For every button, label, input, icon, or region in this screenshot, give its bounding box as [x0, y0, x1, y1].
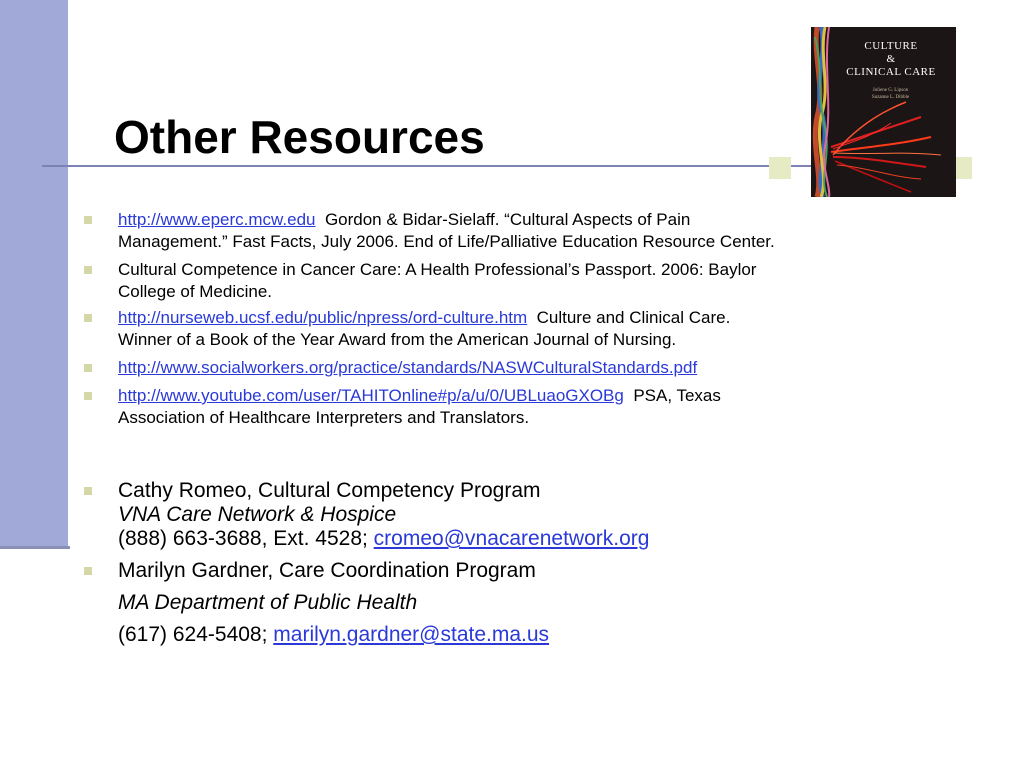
contact-name: Marilyn Gardner, Care Coordination Program: [118, 559, 536, 582]
resource-link[interactable]: http://www.socialworkers.org/practice/standards/NASWCulturalStandards.pdf: [118, 358, 698, 377]
resource-link[interactable]: http://www.youtube.com/user/TAHITOnline#p/a/u/0/UBLuaoGXOBg: [118, 386, 624, 405]
book-editor-line: Juliene G. Lipson: [872, 88, 909, 93]
resource-text: [118, 385, 1018, 429]
bullet-square: [84, 392, 92, 400]
book-cover-image: [811, 27, 956, 197]
bullet-square: [84, 216, 92, 224]
bullet-square: [84, 266, 92, 274]
resource-text: [118, 209, 1018, 253]
bullet-square: [84, 567, 92, 575]
contact-organization: MA Department of Public Health: [118, 591, 418, 614]
resource-description: Culture and Clinical Care.: [536, 308, 731, 327]
resource-description: Management.” Fast Facts, July 2006. End of Life/Palliative Education Resource Center.: [118, 232, 775, 251]
contact-text: [118, 479, 1018, 551]
book-cover-title: [831, 40, 951, 79]
resource-link[interactable]: http://www.eperc.mcw.edu: [118, 210, 316, 229]
decorative-square: [769, 157, 791, 179]
contact-email-link[interactable]: marilyn.gardner@state.ma.us: [273, 623, 550, 646]
contact-text: [118, 559, 1018, 647]
slide-title: Other Resources: [114, 111, 485, 163]
book-title-line: CULTURE: [864, 40, 918, 52]
resource-text: [118, 259, 1018, 303]
contact-phone: (888) 663-3688, Ext. 4528;: [118, 527, 374, 550]
resource-description: Association of Healthcare Interpreters and Translators.: [118, 408, 530, 427]
resource-link[interactable]: http://nurseweb.ucsf.edu/public/npress/ord-culture.htm: [118, 308, 528, 327]
contact-name: Cathy Romeo, Cultural Competency Program: [118, 479, 541, 502]
contact-organization: VNA Care Network & Hospice: [118, 503, 397, 526]
resource-description: Winner of a Book of the Year Award from the American Journal of Nursing.: [118, 330, 677, 349]
resource-description: College of Medicine.: [118, 282, 273, 301]
bullet-square: [84, 314, 92, 322]
bullet-square: [84, 364, 92, 372]
resource-description: PSA, Texas: [633, 386, 721, 405]
book-title-line: CLINICAL CARE: [846, 66, 936, 78]
book-editor-line: Suzanne L. Dibble: [871, 95, 910, 100]
resource-description: Gordon & Bidar-Sielaff. “Cultural Aspects of Pain: [324, 210, 691, 229]
left-accent-bar: [0, 0, 68, 548]
contact-email-link[interactable]: cromeo@vnacarenetwork.org: [373, 527, 650, 550]
bullet-square: [84, 487, 92, 495]
contact-phone: (617) 624-5408;: [118, 623, 274, 646]
resource-text: [118, 307, 1018, 351]
book-cover-editors: [843, 87, 938, 101]
resource-description: Cultural Competence in Cancer Care: A Health Professional’s Passport. 2006: Baylor: [118, 260, 757, 279]
left-accent-bar-shadow: [0, 546, 70, 549]
resource-text: [118, 357, 1018, 379]
book-title-line: &: [886, 53, 896, 65]
